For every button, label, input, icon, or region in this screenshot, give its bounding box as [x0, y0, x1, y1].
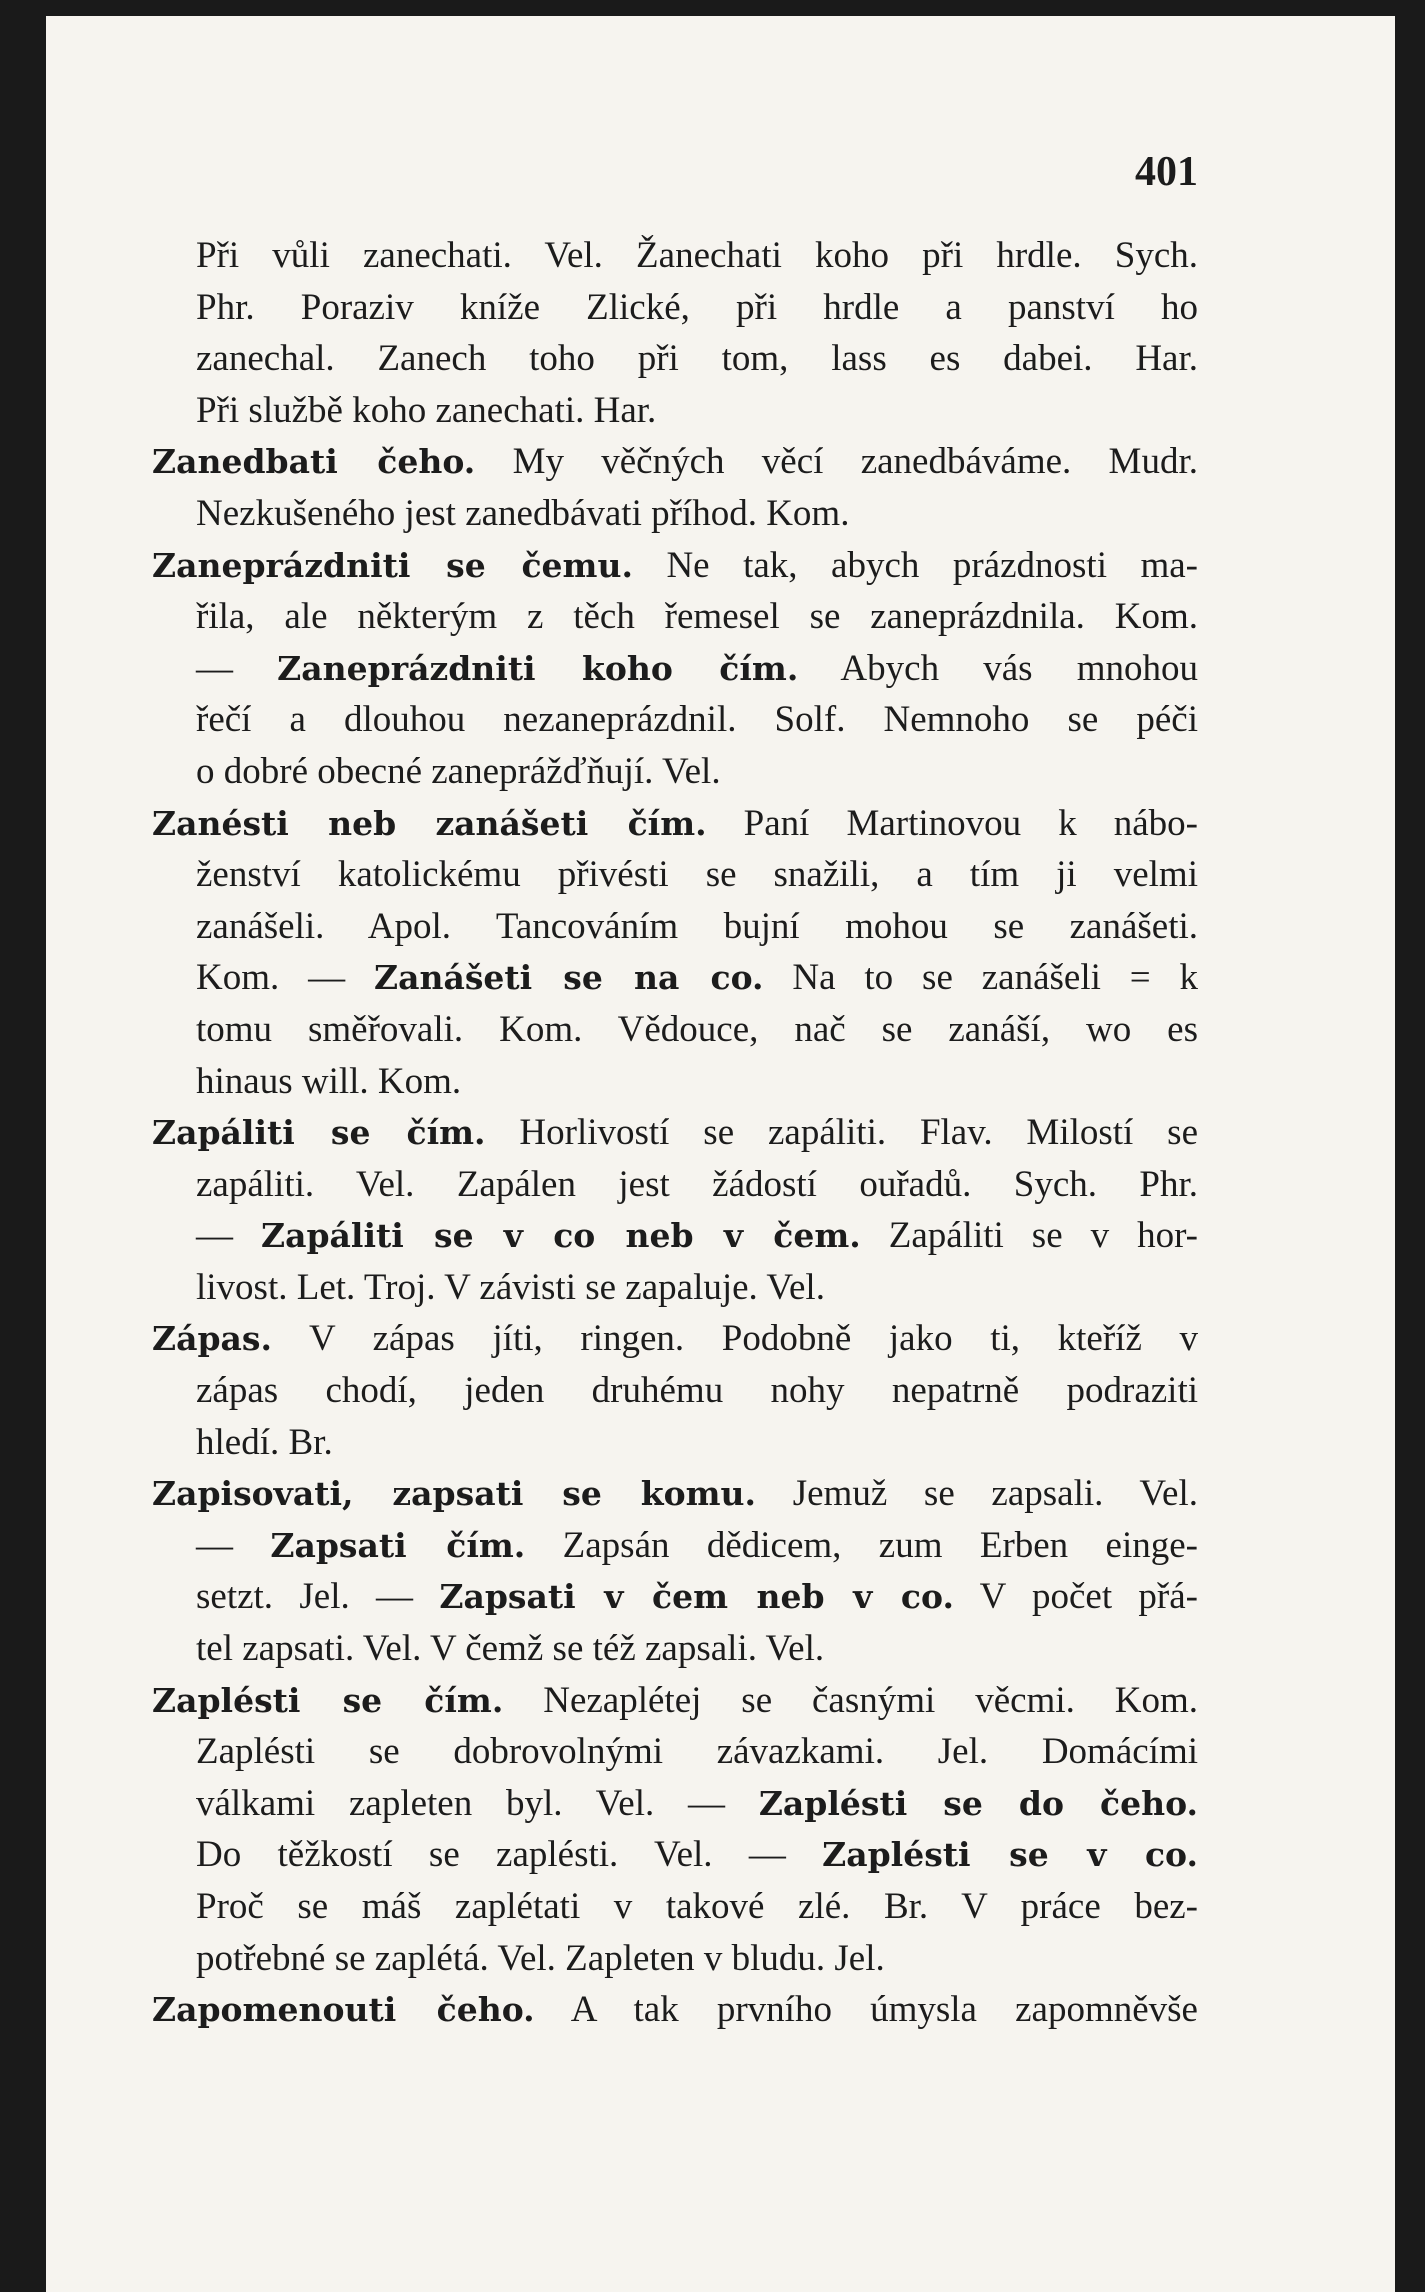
text-line — [152, 1262, 1198, 1314]
text-line — [152, 901, 1198, 953]
text-segment: setzt. Jel. — — [196, 1576, 440, 1618]
text-segment: Ne tak, abych prázdnosti ma- — [632, 544, 1198, 586]
text-line — [152, 1933, 1198, 1985]
headword: Zaplésti se čím. — [152, 1680, 504, 1720]
text-line — [152, 540, 1198, 592]
text-segment: Do těžkostí se zaplésti. Vel. — — [196, 1834, 823, 1876]
text-segment: Nezaplétej se časnými věcmi. Kom. — [503, 1679, 1199, 1721]
text-line — [152, 591, 1198, 643]
headword: Zanášeti se na co. — [374, 958, 764, 998]
text-segment: tomu směřovali. Kom. Vědouce, nač se zanáší, wo es — [196, 1008, 1198, 1050]
text-segment: My věčných věcí zanedbáváme. Mudr. — [475, 441, 1198, 483]
text-line — [152, 1313, 1198, 1365]
headword: Zapáliti se v co neb v čem. — [261, 1216, 861, 1256]
text-line — [152, 385, 1198, 437]
scan-border-right — [1395, 0, 1425, 2292]
text-line — [152, 1623, 1198, 1675]
headword: Zapsati v čem neb v co. — [439, 1577, 954, 1617]
text-segment: livost. Let. Troj. V závisti se zapaluje. Vel. — [196, 1266, 825, 1308]
text-line — [152, 746, 1198, 798]
text-line — [152, 333, 1198, 385]
text-segment: — — [196, 1215, 261, 1257]
text-segment: řečí a dlouhou nezaneprázdnil. Solf. Nemnoho se péči — [196, 699, 1198, 741]
text-segment: ženství katolickému přivésti se snažili, a tím ji velmi — [196, 854, 1198, 896]
text-line — [152, 1004, 1198, 1056]
text-segment: tel zapsati. Vel. V čemž se též zapsali. Vel. — [196, 1628, 825, 1670]
text-segment: Jemuž se zapsali. Vel. — [756, 1473, 1198, 1515]
text-segment: válkami zapleten byl. Vel. — — [196, 1782, 759, 1824]
text-segment: o dobré obecné zaneprážďňují. Vel. — [196, 750, 721, 792]
scan-border-left — [0, 0, 46, 2292]
text-line — [152, 282, 1198, 334]
scan-border-top — [0, 0, 1425, 16]
text-line — [152, 488, 1198, 540]
text-line — [152, 1984, 1198, 2036]
text-line — [152, 1881, 1198, 1933]
text-segment: Zapsán dědicem, zum Erben einge- — [525, 1524, 1198, 1566]
headword: Zapáliti se čím. — [152, 1113, 486, 1153]
headword: Zaneprázdniti koho čím. — [277, 648, 799, 688]
dictionary-text — [152, 230, 1198, 2130]
text-segment: Phr. Poraziv kníže Zlické, při hrdle a panství ho — [196, 286, 1198, 328]
text-segment: Horlivostí se zapáliti. Flav. Milostí se — [485, 1112, 1198, 1154]
text-segment: hinaus will. Kom. — [196, 1060, 462, 1102]
text-segment: zápas chodí, jeden druhému nohy nepatrně podraziti — [196, 1370, 1198, 1412]
headword: Zaneprázdniti se čemu. — [152, 545, 633, 585]
headword: Zanedbati čeho. — [152, 442, 476, 482]
text-segment: Paní Martinovou k nábo- — [706, 802, 1198, 844]
text-line — [152, 952, 1198, 1004]
headword: Zaplésti se do čeho. — [758, 1783, 1198, 1823]
text-segment: V zápas jíti, ringen. Podobně jako ti, kteříž v — [272, 1318, 1198, 1360]
text-segment: Nezkušeného jest zanedbávati příhod. Kom. — [196, 492, 850, 534]
headword: Zapomenouti čeho. — [152, 1990, 535, 2030]
text-segment: A tak prvního úmysla zapomněvše — [534, 1989, 1198, 2031]
text-line — [152, 694, 1198, 746]
text-line — [152, 230, 1198, 282]
text-line — [152, 643, 1198, 695]
text-line — [152, 1365, 1198, 1417]
text-line — [152, 1675, 1198, 1727]
text-segment: Na to se zanášeli = k — [763, 957, 1198, 999]
text-segment: zanechal. Zanech toho při tom, lass es dabei. Har. — [196, 338, 1198, 380]
page-number: 401 — [1135, 149, 1198, 195]
headword: Zápas. — [152, 1319, 272, 1359]
text-line — [152, 798, 1198, 850]
text-line — [152, 1210, 1198, 1262]
text-line — [152, 1107, 1198, 1159]
headword: Zapisovati, zapsati se komu. — [152, 1474, 757, 1514]
text-segment: Kom. — — [196, 957, 374, 999]
text-line — [152, 436, 1198, 488]
text-line — [152, 1159, 1198, 1211]
text-segment: zapáliti. Vel. Zapálen jest žádostí ouřadů. Sych. Phr. — [196, 1163, 1198, 1205]
text-line — [152, 1726, 1198, 1778]
text-segment: hledí. Br. — [196, 1421, 333, 1463]
headword: Zapsati čím. — [270, 1525, 526, 1565]
text-segment: Zapáliti se v hor- — [860, 1215, 1198, 1257]
text-line — [152, 849, 1198, 901]
headword: Zaplésti se v co. — [822, 1835, 1198, 1875]
text-segment: V počet přá- — [953, 1576, 1198, 1618]
text-line — [152, 1417, 1198, 1469]
text-segment: Zaplésti se dobrovolnými závazkami. Jel. Domácími — [196, 1731, 1198, 1773]
text-segment: potřebné se zaplétá. Vel. Zapleten v bludu. Jel. — [196, 1937, 885, 1979]
text-line — [152, 1520, 1198, 1572]
text-line — [152, 1778, 1198, 1830]
text-segment: Při vůli zanechati. Vel. Žanechati koho při hrdle. Sych. — [196, 235, 1198, 276]
text-segment: řila, ale některým z těch řemesel se zaneprázdnila. Kom. — [196, 596, 1198, 638]
text-segment: — — [196, 1524, 271, 1566]
text-segment: Při službě koho zanechati. Har. — [196, 389, 657, 431]
text-segment: Proč se máš zaplétati v takové zlé. Br. V práce bez- — [196, 1886, 1198, 1927]
text-line — [152, 1468, 1198, 1520]
text-segment: zanášeli. Apol. Tancováním bujní mohou se zanášeti. — [196, 905, 1198, 947]
headword: Zanésti neb zanášeti čím. — [152, 803, 707, 843]
text-line — [152, 1571, 1198, 1623]
text-line — [152, 1829, 1198, 1881]
text-segment: Abych vás mnohou — [798, 647, 1198, 689]
text-segment: — — [196, 647, 278, 689]
text-line — [152, 1056, 1198, 1108]
